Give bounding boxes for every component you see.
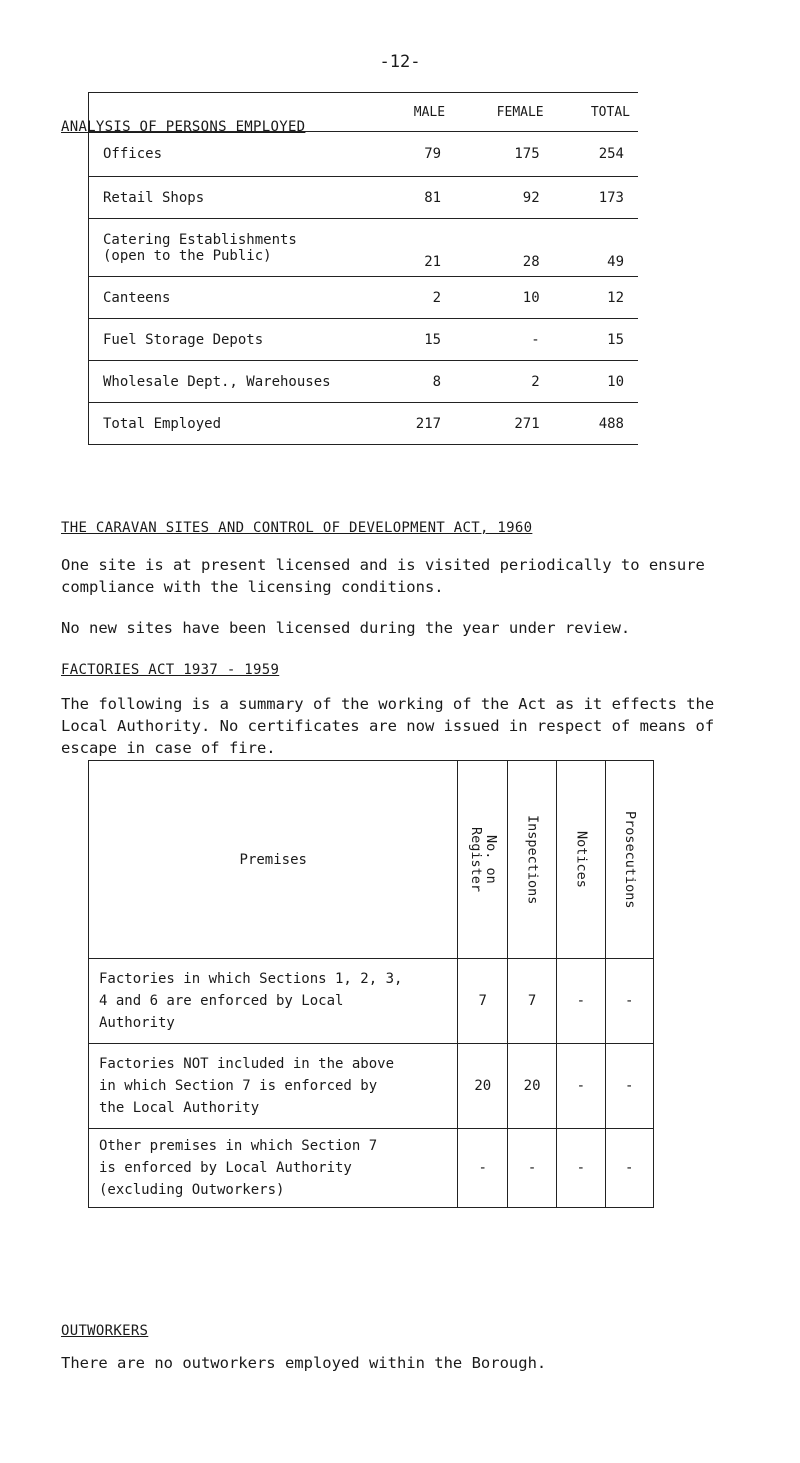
cell-total: 49 xyxy=(552,219,638,277)
cell-male: 217 xyxy=(379,403,453,445)
cell-male: 8 xyxy=(379,361,453,403)
factories-row-label xyxy=(89,959,458,1044)
employment-row-label xyxy=(89,177,380,219)
cell-register: 7 xyxy=(458,959,508,1044)
cell-inspections: - xyxy=(508,1129,557,1208)
label-line: Factories in which Sections 1, 2, 3, xyxy=(99,971,403,987)
label-line: Retail Shops xyxy=(103,189,205,206)
cell-notices: - xyxy=(557,1044,605,1129)
cell-total: 254 xyxy=(552,132,638,177)
col-female: FEMALE xyxy=(453,93,552,132)
label-line: is enforced by Local Authority xyxy=(99,1160,352,1176)
outworkers-heading: OUTWORKERS xyxy=(61,1323,149,1339)
cell-female: - xyxy=(453,319,552,361)
cell-female: 175 xyxy=(453,132,552,177)
employment-row xyxy=(89,177,639,219)
employment-heading: ANALYSIS OF PERSONS EMPLOYED xyxy=(61,119,306,135)
employment-row-label xyxy=(89,361,380,403)
label-line: Fuel Storage Depots xyxy=(103,331,264,348)
factories-row-label xyxy=(89,1129,458,1208)
cell-male: 81 xyxy=(379,177,453,219)
cell-male: 2 xyxy=(379,277,453,319)
employment-row-label xyxy=(89,277,380,319)
label-line: (excluding Outworkers) xyxy=(99,1182,285,1198)
factories-header-row xyxy=(89,761,654,959)
label-line: Authority xyxy=(99,1015,175,1031)
col-inspections: Inspections xyxy=(508,761,557,959)
employment-row xyxy=(89,277,639,319)
cell-total: 12 xyxy=(552,277,638,319)
col-total: TOTAL xyxy=(552,93,638,132)
cell-total: 15 xyxy=(552,319,638,361)
caravan-paragraph-1: One site is at present licensed and is visited periodically to ensure compliance with the licensing conditions. xyxy=(61,556,705,596)
label-line: Offices xyxy=(103,146,163,162)
employment-row xyxy=(89,132,639,177)
label-line: Total Employed xyxy=(103,415,222,432)
employment-row-label xyxy=(89,403,380,445)
employment-row xyxy=(89,361,639,403)
cell-female: 28 xyxy=(453,219,552,277)
cell-total: 488 xyxy=(552,403,638,445)
col-register: No. on Register xyxy=(458,761,508,959)
factories-row-label xyxy=(89,1044,458,1129)
employment-row xyxy=(89,219,639,277)
cell-male: 79 xyxy=(379,132,453,177)
employment-table xyxy=(88,92,638,445)
factories-table xyxy=(88,760,654,1208)
cell-prosecutions: - xyxy=(605,959,653,1044)
label-line: 4 and 6 are enforced by Local xyxy=(99,993,344,1009)
cell-female: 10 xyxy=(453,277,552,319)
employment-row-label xyxy=(89,319,380,361)
employment-row-label xyxy=(89,219,380,277)
employment-header-row xyxy=(89,93,639,132)
label-line: Canteens xyxy=(103,289,171,306)
caravan-paragraph-2: No new sites have been licensed during the year under review. xyxy=(61,619,631,637)
outworkers-paragraph: There are no outworkers employed within the Borough. xyxy=(61,1354,547,1372)
cell-total: 173 xyxy=(552,177,638,219)
cell-prosecutions: - xyxy=(605,1129,653,1208)
label-line: Wholesale Dept., Warehouses xyxy=(103,373,331,390)
cell-total: 10 xyxy=(552,361,638,403)
cell-inspections: 20 xyxy=(508,1044,557,1129)
cell-register: 20 xyxy=(458,1044,508,1129)
cell-female: 271 xyxy=(453,403,552,445)
employment-header-blank xyxy=(89,93,380,132)
cell-inspections: 7 xyxy=(508,959,557,1044)
factories-heading: FACTORIES ACT 1937 - 1959 xyxy=(61,662,280,678)
cell-female: 92 xyxy=(453,177,552,219)
col-male: MALE xyxy=(379,93,453,132)
label-line: in which Section 7 is enforced by xyxy=(99,1078,378,1094)
cell-notices: - xyxy=(557,959,605,1044)
factories-row xyxy=(89,1129,654,1208)
factories-row xyxy=(89,959,654,1044)
cell-register: - xyxy=(458,1129,508,1208)
cell-female: 2 xyxy=(453,361,552,403)
caravan-heading: THE CARAVAN SITES AND CONTROL OF DEVELOPMENT ACT, 1960 xyxy=(61,520,533,536)
employment-row xyxy=(89,403,639,445)
label-line: (open to the Public) xyxy=(103,247,272,264)
label-line: the Local Authority xyxy=(99,1100,260,1116)
cell-prosecutions: - xyxy=(605,1044,653,1129)
cell-notices: - xyxy=(557,1129,605,1208)
employment-row-label xyxy=(89,132,380,177)
label-line: Catering Establishments xyxy=(103,231,297,248)
cell-male: 21 xyxy=(379,219,453,277)
factories-paragraph: The following is a summary of the working of the Act as it effects the Local Authority. No certificates are now issued in respect of means of escape in case of fire. xyxy=(61,695,715,757)
col-premises: Premises xyxy=(89,761,458,959)
col-prosecutions: Prosecutions xyxy=(605,761,653,959)
label-line: Other premises in which Section 7 xyxy=(99,1138,378,1154)
label-line: Factories NOT included in the above xyxy=(99,1056,395,1072)
employment-row xyxy=(89,319,639,361)
col-notices: Notices xyxy=(557,761,605,959)
cell-male: 15 xyxy=(379,319,453,361)
factories-row xyxy=(89,1044,654,1129)
page-number: -12- xyxy=(379,52,421,72)
